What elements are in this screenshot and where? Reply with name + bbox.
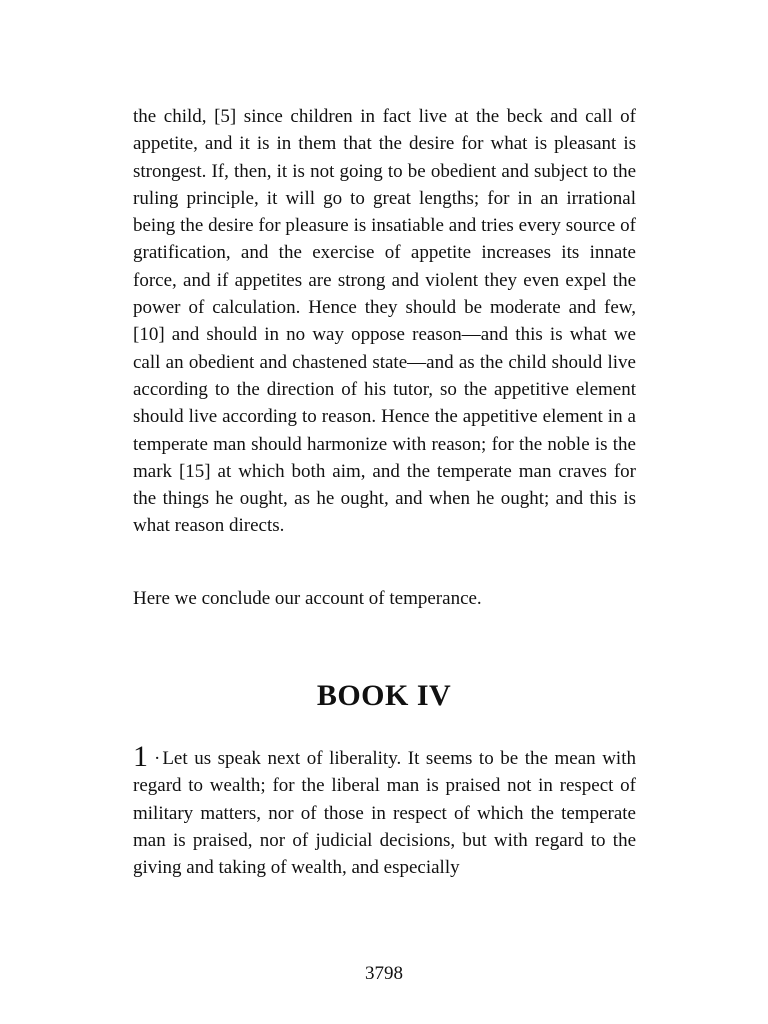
paragraph-text: Let us speak next of liberality. It seems to be the mean with regard to wealth; for the liberal man is praised not in respect of military matters, nor of those in respect of which the temperate man is praised, nor of judicial decisions, but with regard to the giving and taking of wealth, and especially [133,748,636,879]
paragraph-text: the child, [5] since children in fact live at the beck and call of appetite, and it is in them that the desire for what is pleasant is strongest. If, then, it is not going to be obedient and subject to the ruling principle, it will go to great lengths; for in an irrational being the desire for pleasure is insatiable and tries every source of gratification, and the exercise of appetite increases its innate force, and if appetites are strong and violent they even expel the power of calculation. Hence they should be moderate and few, [10] and should in no way oppose reason—and this is what we call an obedient and chastened state—and as the child should live according to the direction of his tutor, so the appetitive element should live according to reason. Hence the appetitive element in a temperate man should harmonize with reason; for the noble is the mark [15] at which both aim, and the temperate man craves for the things he ought, as he ought, and when he ought; and this is what reason directs. [133,106,636,537]
chapter-separator: · [154,748,161,769]
book-heading: BOOK IV [316,679,452,712]
chapter-paragraph [133,740,636,881]
page-number: 3798 [365,963,403,984]
chapter-number: 1 [133,740,148,773]
text-paragraph-conclusion [133,585,636,612]
paragraph-text: Here we conclude our account of temperance. [133,588,482,609]
text-paragraph-liberality [133,740,636,881]
text-paragraph-temperance-end [133,103,636,540]
